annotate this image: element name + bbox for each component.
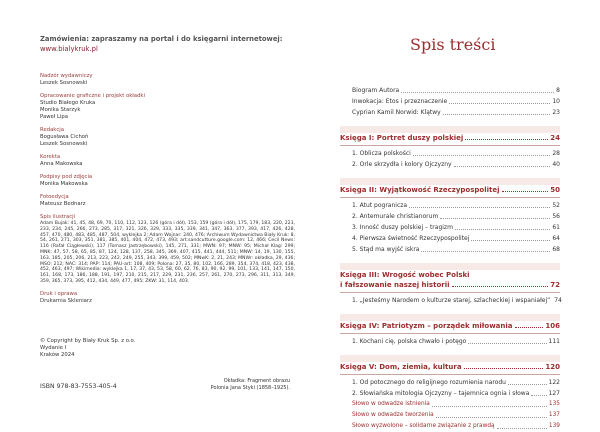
part-title[interactable]: Księga III: Wrogość wobec Polski [340,271,470,279]
credit-group [40,73,295,87]
toc-part [340,355,560,432]
toc-entry-label: i fałszowanie naszej historii [340,281,450,289]
toc-page-number: 74 [554,297,562,304]
toc-page-number: 28 [552,150,560,157]
credit-value: Monika Starzyk [40,107,81,113]
toc-entry-label: 1. Oblicza polskości [352,150,411,157]
toc-entry-label: Słowo w odwadze tworzenia [352,412,434,418]
toc-subsection[interactable] [340,410,560,421]
isbn: ISBN 978-83-7553-405-4 [40,383,117,390]
toc-page-number: 111 [548,338,560,345]
toc-page-number: 23 [552,109,560,116]
toc-part [340,263,560,306]
toc-entry-label: 1. Kochani cię, polska chwało i potęgo [352,338,467,345]
toc-entry-label: Słowo wyzwolone – solidarne związanie z prawdą [352,423,495,429]
part-header-band [340,126,560,133]
illustrations-list: Adam Bujak: 41, 45, 48, 69, 70, 110, 112, 123, 126 (góra i dół), 153, 159 (góra i dół), 175, 179, 183, 220, 223, 233, 234, 245, 266, 273, 285, 317, 321, 326, 329, 333, 335, 339, 341, 347, 363, 377, 393, 417, 426, 428, 457, 470, 480, 483, 485, 487, 504, wyklejka 2; Adam Wojnar: 240, 476; Archiwum Wydawnictwa Biały Kruk: 8, 54, 261, 271, 303, 351, 381, 385, 401, 404, 472, 473, 493; art.sandcutture.google.com: 12, 466; Cecil News: 116 (Rafał Ciągłewski), 117 (Tomasz Jastrzębowski), 145, 271, 331; MWN: 97; MNW: 95; Michał Klag: 299; MNK: 47, 57, 58, 65, 85, 87, 124, 128, 137, 258, 345, 369, 407, 415, 441, 444, 511; MNW: 14, 19, 130, 155, 163, 185, 205, 206, 213, 223, 242, 249, 255, 343, 399, 459, 502; MNwK: 2, 21, 243; MNWr: okładka, 29, 436; MSO: 212; NAC: 314; PAP: 114; PAU-art: 108, 409; Polona: 27, 35, 80, 102, 166, 289, 354, 374, 418, 423, 438, 452, 463, 497; Wikimedia: wyklejka 1, 17, 37, 43, 53, 58, 60, 62, 76, 83, 90, 92, 99, 101, 133, 141, 147, 150, 161, 168, 173, 186, 188, 191, 197, 210, 215, 217, 229, 231, 236, 257, 261, 270, 273, 296, 311, 313, 349, 359, 365, 373, 395, 412, 434, 449, 477, 495; ZKW: 31, 114, 403. [40,221,295,284]
toc-page-number: 61 [552,224,560,231]
part-rule [340,333,560,334]
credit-value: Studio Białego Kruka [40,100,96,106]
toc-entry-label: Cyprian Kamil Norwid: Klątwy [352,109,441,116]
part-rule [340,292,560,293]
toc-page-number: 120 [545,363,560,371]
toc-page-number: 127 [548,390,560,397]
credit-group [40,194,295,208]
right-page [300,0,600,427]
credit-value: Bogusława Cichoń [40,134,89,140]
toc-chapter[interactable] [340,295,560,306]
edition-line: Wydanie I [40,345,67,351]
toc-entry-label: 4. Pierwsza świetność Rzeczypospolitej [352,235,470,242]
toc-title: Spis treści [410,35,496,54]
dot-leader [454,166,551,167]
credit-group [40,127,295,148]
copyright-line: © Copyright by Biały Kruk Sp. z o.o. [40,338,136,344]
credit-group [40,154,295,168]
toc-chapter[interactable] [340,222,560,233]
dot-leader [502,191,549,192]
print-value: Drukarnia Skleniarz [40,297,92,304]
toc-chapter[interactable] [340,377,560,388]
dot-leader [531,395,546,396]
toc-page-number: 135 [548,401,560,407]
part-title[interactable] [340,362,560,372]
toc-page-number: 137 [548,412,560,418]
toc-chapter[interactable] [340,336,560,347]
credit-label: Redakcja [40,127,65,133]
part-rule [340,145,560,146]
cover-note-line: Okładka: Fragment obrazu [223,378,290,384]
part-header-band [340,178,560,185]
toc-page-number: 8 [556,87,560,94]
cover-note-line: Polonia Jana Styki (1858–1925). [210,384,290,391]
toc-page-number: 10 [552,98,560,105]
credit-group [40,93,295,121]
dot-leader [401,92,554,93]
toc-entry-label: Księga IV: Patriotyzm – porządek miłowania [340,322,513,330]
toc-page-number: 40 [552,161,560,168]
toc-page-number: 24 [550,134,560,142]
toc-chapter[interactable] [340,388,560,399]
credit-label: Korekta [40,154,61,160]
left-page [0,0,300,427]
toc-page-number: 139 [548,423,560,429]
toc-entry-label: 1. Od potocznego do religijnego rozumienia narodu [352,379,506,386]
dot-leader [440,218,550,219]
toc-chapter[interactable] [340,211,560,222]
toc-entry-label: Inwokacja: Etos i przeznaczenie [352,98,448,105]
credit-value: Paweł Lipa [40,114,69,120]
toc-page-number: 56 [552,213,560,220]
credit-label: Opracowanie graficzne i projekt okładki [40,93,145,99]
dot-leader [464,368,544,369]
toc-entry-label: 5. Stąd ma wyjść iskra [352,246,420,253]
toc-entry-label: 2. Słowiańska mitologia Ojczyzny – tajemnica ognia i słowa [352,390,530,397]
toc-entry-label: Księga V: Dom, ziemia, kultura [340,363,462,371]
dot-leader [443,114,551,115]
credits-block [40,73,295,311]
dot-leader [421,251,550,252]
toc-page-number: 68 [552,246,560,253]
toc-intro-entry[interactable] [340,107,560,118]
table-of-contents [340,85,560,432]
part-title-line[interactable] [340,280,560,290]
place-year-line: Kraków 2024 [40,352,75,358]
toc-page-number: 64 [552,235,560,242]
credit-group [40,174,295,188]
part-header-band [340,355,560,362]
toc-chapter[interactable] [340,148,560,159]
toc-intro [340,85,560,118]
toc-page-number: 106 [545,322,560,330]
toc-page-number: 122 [548,379,560,386]
toc-entry-label: Słowo w odwadze istnienia [352,401,430,407]
toc-subsection[interactable] [340,399,560,410]
dot-leader [465,139,548,140]
dot-leader [436,417,547,418]
dot-leader [497,428,547,429]
part-title[interactable] [340,321,560,331]
toc-part [340,126,560,170]
dot-leader [515,327,544,328]
toc-intro-entry[interactable] [340,85,560,96]
part-header-band [340,263,560,270]
illustrations-label: Spis ilustracji [40,214,76,220]
toc-chapter[interactable] [340,200,560,211]
credit-value: Leszek Sosnowski [40,141,88,147]
dot-leader [508,384,547,385]
toc-entry-label: 3. Inność duszy polskiej – tragizm [352,224,453,231]
print-label: Druk i oprawa [40,290,78,297]
toc-part [340,178,560,255]
toc-chapter[interactable] [340,159,560,170]
part-title[interactable] [340,185,560,195]
order-pitch [40,35,290,53]
print-group [40,291,295,305]
credit-label: Fotoedycja [40,194,69,200]
dot-leader [413,155,551,156]
part-header-band [340,314,560,321]
pitch-line: Zamówienia: zapraszamy na portal i do księgarni internetowej: [40,35,283,43]
publisher-url[interactable]: www.bialykruk.pl [40,45,98,53]
toc-chapter[interactable] [340,244,560,255]
toc-page-number: 72 [550,281,560,289]
dot-leader [449,103,550,104]
dot-leader [455,229,550,230]
credit-value: Anna Makowska [40,161,83,167]
toc-page-number: 52 [552,202,560,209]
toc-entry-label: 1. „Jesteśmy Narodem o kulturze starej, szlacheckiej i wspaniałej” [352,297,551,304]
part-rule [340,197,560,198]
dot-leader [471,240,550,241]
dot-leader [452,286,549,287]
toc-entry-label: 2. Antemurale christianorum [352,213,439,220]
credit-value: Monika Makowska [40,181,88,187]
toc-entry-label: 2. Orle skrzydła i kolory Ojczyzny [352,161,452,168]
toc-chapter[interactable] [340,233,560,244]
cover-note [190,378,290,391]
toc-entry-label: Biogram Autora [352,87,400,94]
toc-entry-label: 1. Atut pogranicza [352,202,408,209]
toc-part [340,314,560,347]
credit-value: Mateusz Bednarz [40,201,86,207]
toc-entry-label: Księga I: Portret duszy polskiej [340,134,464,142]
part-title[interactable] [340,133,560,143]
copyright-block [40,338,135,359]
part-rule [340,374,560,375]
toc-entry-label: Księga II: Wyjątkowość Rzeczypospolitej [340,186,500,194]
dot-leader [468,343,546,344]
credit-value: Leszek Sosnowski [40,80,88,86]
credit-label: Nadzór wydawniczy [40,73,93,79]
toc-intro-entry[interactable] [340,96,560,107]
dot-leader [432,406,547,407]
illustrations-group [40,214,295,285]
dot-leader [409,207,550,208]
credit-label: Podpisy pod zdjęcia [40,174,93,180]
toc-page-number: 50 [550,186,560,194]
